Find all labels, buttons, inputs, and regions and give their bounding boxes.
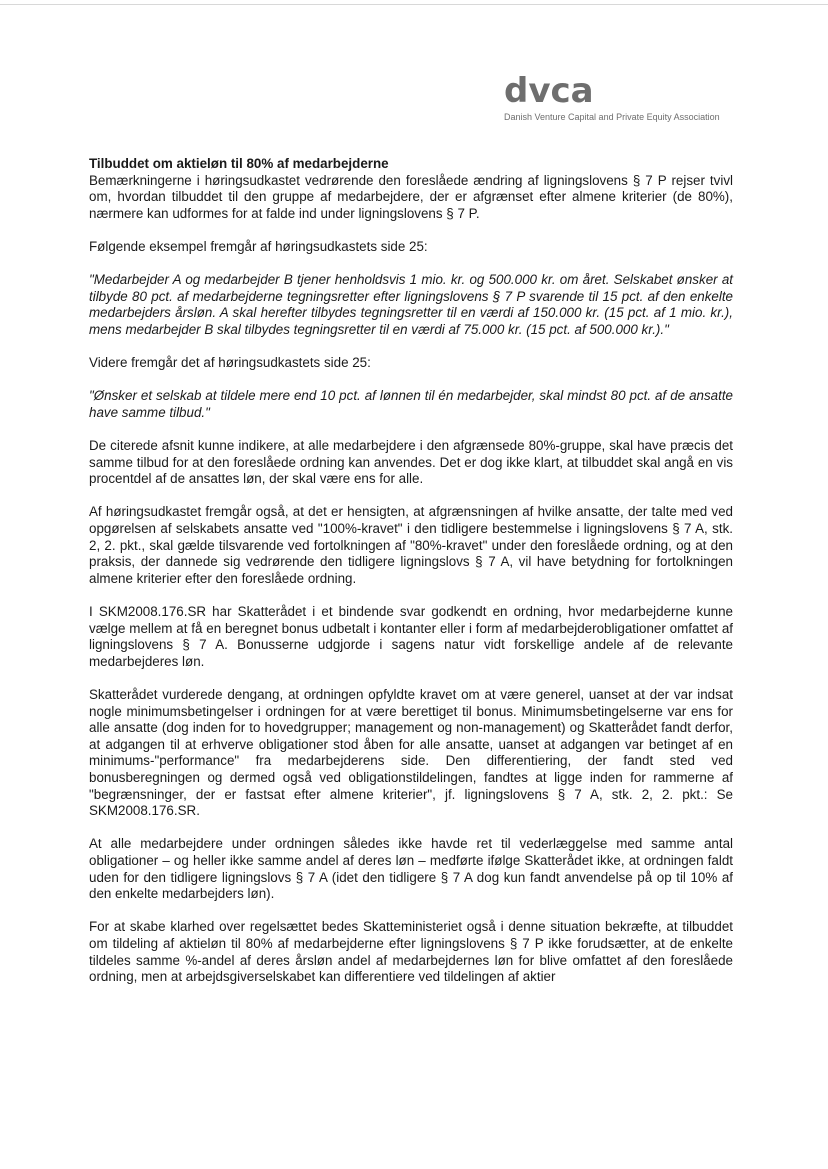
paragraph-example-intro: Følgende eksempel fremgår af høringsudkastets side 25:: [89, 238, 428, 254]
document-body: [89, 156, 733, 1002]
paragraph-indication: De citerede afsnit kunne indikere, at alle medarbejdere i den afgrænsede 80%-gruppe, skal have præcis det samme tilbud for at den foreslåede ordning kan anvendes. Det er dog ikke klart, at tilbuddet skal angå en vis procentdel af de ansattes løn, der skal være ens for alle.: [89, 438, 733, 487]
section-heading: Tilbuddet om aktieløn til 80% af medarbejderne: [89, 156, 389, 171]
logo-wordmark: dvca: [504, 71, 594, 111]
quote-further: "Ønsker et selskab at tildele mere end 10 pct. af lønnen til én medarbejder, skal mindst 80 pct. af de ansatte have samme tilbud.": [89, 388, 733, 420]
paragraph-further: Videre fremgår det af høringsudkastets side 25:: [89, 355, 371, 371]
logo-subtitle: Danish Venture Capital and Private Equity Association: [504, 112, 720, 122]
paragraph-request: For at skabe klarhed over regelsættet bedes Skatteministeriet også i denne situation bekræfte, at tilbuddet om tildeling af aktieløn til 80% af medarbejderne efter ligningslovens § 7 P ikke forudsætter, at de enkelte tildeles samme %-andel af deres årsløn andel af medarbejdernes løn for blive omfattet af den foreslåede ordning, men at arbejdsgiverselskabet kan differentiere ved tildelingen af aktier: [89, 919, 733, 985]
paragraph-intention: Af høringsudkastet fremgår også, at det er hensigten, at afgrænsningen af hvilke ansatte, der talte med ved opgørelsen af selskabets ansatte ved "100%-kravet" i den tidligere bestemmelse i ligningslovens § 7 A, stk. 2, 2. pkt., skal gælde tilsvarende ved fortolkningen af "80%-kravet" under den foreslåede ordning, og at den praksis, der dannede sig vedrørende den tidligere ligningslovs § 7 A, vil have betydning for fortolkningen almene kriterier efter den foreslåede ordning.: [89, 504, 733, 586]
paragraph-skm-ruling: I SKM2008.176.SR har Skatterådet i et bindende svar godkendt en ordning, hvor medarbejderne kunne vælge mellem at få en beregnet bonus udbetalt i kontanter eller i form af medarbejderobligationer omfattet af ligningslovens § 7 A. Bonusserne udgjorde i sagens natur vidt forskellige andele af de relevante medarbejderes løn.: [89, 604, 733, 669]
paragraph-intro: Bemærkningerne i høringsudkastet vedrørende den foreslåede ændring af ligningslovens § 7 P rejser tvivl om, hvordan tilbuddet til den gruppe af medarbejdere, der er afgrænset efter almene kriterier (de 80%), nærmere kan udformes for at falde ind under ligningslovens § 7 P.: [89, 172, 733, 221]
paragraph-assessment: Skatterådet vurderede dengang, at ordningen opfyldte kravet om at være generel, uanset at der var indsat nogle minimumsbetingelser i ordningen for at være berettiget til bonus. Minimumsbetingelserne var ens for alle ansatte (dog inden for to hovedgrupper; management og non-management) og Skatterådet fandt derfor, at adgangen til at erhverve obligationer stod åben for alle ansatte, uanset at adgangen var betinget af en minimums-"performance" fra medarbejderens side. Den differentiering, der fandt sted ved bonusberegningen og dermed også ved obligationstildelingen, fandtes at ligge inden for rammerne af "begrænsninger, der er fastsat efter almene kriterier", jf. ligningslovens § 7 A, stk. 2, 2. pkt.: Se SKM2008.176.SR.: [89, 687, 733, 819]
quote-example: "Medarbejder A og medarbejder B tjener henholdsvis 1 mio. kr. og 500.000 kr. om året. Selskabet ønsker at tilbyde 80 pct. af medarbejderne tegningsretter efter ligningslovens § 7 P svarende til 15 pct. af den enkelte medarbejders årsløn. A skal herefter tilbydes tegningsretter til en værdi af 150.000 kr. (15 pct. af 1 mio. kr.), mens medarbejder B skal tilbydes tegningsretter til en værdi af 75.000 kr. (15 pct. af 500.000 kr.).": [89, 272, 733, 337]
paragraph-consequence: At alle medarbejdere under ordningen således ikke havde ret til vederlæggelse med samme antal obligationer – og heller ikke samme andel af deres løn – medførte ifølge Skatterådet ikke, at ordningen faldt uden for den tidligere ligningslovs § 7 A (idet den tidligere § 7 A dog kun fandt anvendelse på op til 10% af den enkelte medarbejders løn).: [89, 836, 733, 902]
page-top-border: [0, 4, 828, 5]
dvca-logo: [500, 72, 750, 122]
